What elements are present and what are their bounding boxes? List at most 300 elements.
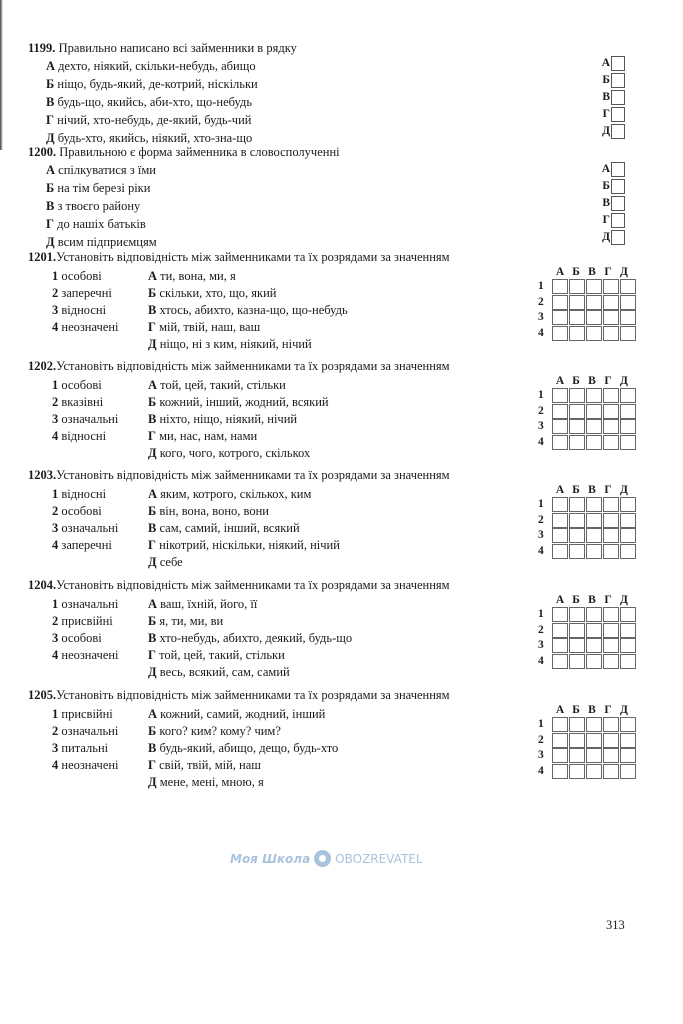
- grid-cell[interactable]: [603, 654, 619, 669]
- grid-cell[interactable]: [552, 748, 568, 763]
- grid-row: [538, 279, 637, 295]
- grid-row: [538, 388, 637, 404]
- task-title: [28, 249, 450, 265]
- task-number: 1202.: [28, 359, 57, 373]
- pronoun-text: ніщо, ні з ким, ніякий, нічий: [159, 337, 312, 351]
- pronoun-letter: В: [148, 303, 157, 317]
- pronoun-set-Б: [148, 285, 277, 301]
- grid-cell[interactable]: [569, 654, 585, 669]
- pronoun-letter: Г: [148, 320, 156, 334]
- grid-cell[interactable]: [620, 404, 636, 419]
- grid-cell[interactable]: [603, 764, 619, 779]
- grid-cell[interactable]: [552, 607, 568, 622]
- pronoun-text: він, вона, воно, вони: [159, 504, 269, 518]
- answer-option-Б[interactable]: [598, 72, 625, 89]
- option-letter: Д: [46, 131, 55, 145]
- category-text: означальні: [61, 724, 119, 738]
- grid-cell[interactable]: [552, 623, 568, 638]
- option-text: на тім березі ріки: [57, 181, 151, 195]
- pronoun-letter: А: [148, 707, 158, 721]
- grid-row-label: 4: [538, 435, 544, 448]
- category-4: [52, 757, 119, 773]
- option-letter: Б: [46, 77, 55, 91]
- grid-cell[interactable]: [603, 404, 619, 419]
- option-Д: [46, 234, 157, 250]
- option-letter: А: [46, 163, 56, 177]
- pronoun-set-А: [148, 596, 257, 612]
- grid-cell[interactable]: [552, 654, 568, 669]
- category-text: заперечні: [61, 286, 112, 300]
- answer-boxes-1199: [598, 55, 625, 140]
- category-number: 1: [52, 378, 59, 392]
- grid-header: [552, 483, 637, 497]
- grid-cell[interactable]: [603, 435, 619, 450]
- option-А: [46, 58, 256, 74]
- category-3: [52, 520, 118, 536]
- task-title: [28, 577, 450, 593]
- grid-cell[interactable]: [569, 607, 585, 622]
- grid-cell[interactable]: [586, 528, 602, 543]
- pronoun-text: мене, мені, мною, я: [159, 775, 264, 789]
- category-2: [52, 285, 112, 301]
- pronoun-letter: Б: [148, 614, 157, 628]
- grid-cell[interactable]: [552, 638, 568, 653]
- grid-column-label: В: [588, 484, 596, 496]
- grid-cell[interactable]: [569, 544, 585, 559]
- grid-cell[interactable]: [552, 435, 568, 450]
- pronoun-text: той, цей, такий, стільки: [160, 378, 286, 392]
- grid-cell[interactable]: [620, 607, 636, 622]
- grid-cell[interactable]: [603, 607, 619, 622]
- grid-row: [538, 326, 637, 342]
- grid-cell[interactable]: [569, 419, 585, 434]
- answer-letter: Г: [602, 108, 610, 120]
- grid-cell[interactable]: [586, 544, 602, 559]
- task-prompt: Правильною є форма займенника в словосполученні: [59, 145, 340, 159]
- grid-cell[interactable]: [603, 388, 619, 403]
- category-1: [52, 486, 106, 502]
- pronoun-set-В: [148, 740, 338, 756]
- grid-cell[interactable]: [603, 717, 619, 732]
- answer-option-Д[interactable]: [598, 123, 625, 140]
- answer-option-А[interactable]: [598, 55, 625, 72]
- grid-cell[interactable]: [569, 748, 585, 763]
- category-number: 1: [52, 707, 59, 721]
- pronoun-letter: В: [148, 741, 157, 755]
- category-4: [52, 537, 112, 553]
- answer-option-Б[interactable]: [598, 178, 625, 195]
- grid-row: [538, 404, 637, 420]
- grid-cell[interactable]: [586, 388, 602, 403]
- grid-column-label: Б: [572, 704, 580, 716]
- answer-grid: [538, 265, 637, 341]
- pronoun-text: кого? ким? кому? чим?: [159, 724, 281, 738]
- pronoun-text: яким, котрого, скількох, ким: [160, 487, 312, 501]
- grid-cell[interactable]: [569, 717, 585, 732]
- category-text: вказівні: [61, 395, 104, 409]
- grid-cell[interactable]: [603, 638, 619, 653]
- grid-column-label: Д: [620, 266, 628, 278]
- grid-row-label: 2: [538, 404, 544, 417]
- grid-cell[interactable]: [569, 497, 585, 512]
- grid-cell[interactable]: [586, 764, 602, 779]
- category-number: 4: [52, 320, 59, 334]
- grid-column-label: А: [555, 375, 565, 387]
- grid-row: [538, 638, 637, 654]
- grid-cell[interactable]: [620, 717, 636, 732]
- grid-cell[interactable]: [569, 513, 585, 528]
- category-text: особові: [61, 269, 102, 283]
- grid-cell[interactable]: [552, 388, 568, 403]
- category-1: [52, 268, 102, 284]
- grid-cell[interactable]: [586, 733, 602, 748]
- grid-cell[interactable]: [603, 528, 619, 543]
- answer-option-Г[interactable]: [598, 212, 625, 229]
- task-title: [28, 467, 450, 483]
- grid-cell[interactable]: [620, 326, 636, 341]
- category-number: 2: [52, 614, 59, 628]
- answer-option-Д[interactable]: [598, 229, 625, 246]
- task-number: 1199.: [28, 41, 56, 55]
- grid-cell[interactable]: [620, 733, 636, 748]
- grid-row-label: 1: [538, 280, 544, 293]
- grid-cell[interactable]: [552, 326, 568, 341]
- answer-letter: Д: [602, 231, 610, 243]
- pronoun-text: мій, твій, наш, ваш: [159, 320, 261, 334]
- category-number: 3: [52, 631, 59, 645]
- answer-letter: Д: [602, 125, 610, 137]
- category-text: відносні: [61, 487, 107, 501]
- category-4: [52, 647, 119, 663]
- grid-row: [538, 528, 637, 544]
- pronoun-text: кожний, інший, жодний, всякий: [159, 395, 329, 409]
- grid-cell[interactable]: [603, 279, 619, 294]
- pronoun-text: хтось, абихто, казна-що, що-небудь: [159, 303, 348, 317]
- grid-cell[interactable]: [569, 623, 585, 638]
- pronoun-letter: В: [148, 631, 157, 645]
- grid-cell[interactable]: [620, 528, 636, 543]
- pronoun-text: ніхто, ніщо, ніякий, нічий: [159, 412, 298, 426]
- grid-cell[interactable]: [552, 717, 568, 732]
- grid-cell[interactable]: [552, 513, 568, 528]
- pronoun-text: ти, вона, ми, я: [160, 269, 236, 283]
- grid-cell[interactable]: [586, 607, 602, 622]
- pronoun-set-Г: [148, 537, 340, 553]
- category-number: 2: [52, 286, 59, 300]
- pronoun-set-А: [148, 268, 236, 284]
- pronoun-letter: Б: [148, 286, 157, 300]
- grid-cell[interactable]: [620, 295, 636, 310]
- grid-cell[interactable]: [620, 513, 636, 528]
- category-text: відносні: [61, 429, 107, 443]
- grid-cell[interactable]: [569, 279, 585, 294]
- grid-cell[interactable]: [603, 326, 619, 341]
- grid-row: [538, 654, 637, 670]
- grid-cell[interactable]: [620, 544, 636, 559]
- category-3: [52, 302, 106, 318]
- answer-boxes-1200: [598, 161, 625, 246]
- task-number: 1204.: [28, 578, 57, 592]
- grid-column-label: А: [555, 704, 565, 716]
- grid-cell[interactable]: [620, 654, 636, 669]
- pronoun-letter: Б: [148, 504, 157, 518]
- pronoun-letter: А: [148, 597, 158, 611]
- grid-cell[interactable]: [603, 497, 619, 512]
- grid-row-label: 3: [538, 529, 544, 542]
- grid-column-label: В: [588, 266, 596, 278]
- answer-letter: А: [601, 57, 610, 69]
- grid-cell[interactable]: [552, 404, 568, 419]
- pronoun-letter: Д: [148, 337, 157, 351]
- grid-column-label: Д: [620, 484, 628, 496]
- pronoun-set-Б: [148, 503, 269, 519]
- grid-cell[interactable]: [569, 326, 585, 341]
- grid-cell[interactable]: [586, 513, 602, 528]
- pronoun-set-Б: [148, 613, 223, 629]
- option-letter: Г: [46, 217, 54, 231]
- grid-column-label: В: [588, 594, 596, 606]
- answer-letter: В: [602, 91, 610, 103]
- grid-column-label: Г: [604, 594, 612, 606]
- answer-option-В[interactable]: [598, 195, 625, 212]
- category-number: 3: [52, 521, 59, 535]
- option-letter: В: [46, 199, 55, 213]
- grid-row: [538, 623, 637, 639]
- pronoun-set-Д: [148, 336, 312, 352]
- answer-checkbox[interactable]: [611, 213, 625, 228]
- grid-row: [538, 513, 637, 529]
- grid-cell[interactable]: [569, 310, 585, 325]
- grid-cell[interactable]: [552, 528, 568, 543]
- pronoun-text: ми, нас, нам, нами: [159, 429, 258, 443]
- grid-column-label: Д: [620, 375, 628, 387]
- grid-cell[interactable]: [620, 435, 636, 450]
- task-prompt: Установіть відповідність між займенниками та їх розрядами за значенням: [56, 468, 450, 482]
- pronoun-text: ваш, їхній, його, її: [160, 597, 258, 611]
- option-Б: [46, 180, 150, 196]
- grid-row-label: 2: [538, 733, 544, 746]
- task-number: 1200.: [28, 145, 57, 159]
- category-text: особові: [61, 504, 102, 518]
- category-1: [52, 377, 102, 393]
- grid-column-label: А: [555, 594, 565, 606]
- answer-checkbox[interactable]: [611, 107, 625, 122]
- grid-header: [552, 593, 637, 607]
- grid-cell[interactable]: [552, 419, 568, 434]
- grid-cell[interactable]: [620, 623, 636, 638]
- grid-cell[interactable]: [586, 326, 602, 341]
- pronoun-set-Д: [148, 445, 310, 461]
- option-А: [46, 162, 156, 178]
- answer-checkbox[interactable]: [611, 162, 625, 177]
- grid-header: [552, 374, 637, 388]
- option-text: до нашіх батьків: [57, 217, 146, 231]
- grid-cell[interactable]: [620, 748, 636, 763]
- grid-row-label: 2: [538, 295, 544, 308]
- category-number: 3: [52, 741, 59, 755]
- grid-cell[interactable]: [552, 295, 568, 310]
- grid-cell[interactable]: [569, 388, 585, 403]
- answer-grid: [538, 374, 637, 450]
- pronoun-text: скільки, хто, що, який: [159, 286, 277, 300]
- pronoun-set-Г: [148, 428, 257, 444]
- grid-cell[interactable]: [603, 623, 619, 638]
- grid-cell[interactable]: [569, 764, 585, 779]
- pronoun-text: я, ти, ми, ви: [159, 614, 224, 628]
- answer-checkbox[interactable]: [611, 179, 625, 194]
- grid-cell[interactable]: [552, 279, 568, 294]
- grid-cell[interactable]: [586, 279, 602, 294]
- option-text: будь-що, якийсь, аби-хто, що-небудь: [57, 95, 253, 109]
- grid-cell[interactable]: [603, 748, 619, 763]
- task-number: 1203.: [28, 468, 57, 482]
- pronoun-text: той, цей, такий, стільки: [159, 648, 285, 662]
- grid-column-label: В: [588, 375, 596, 387]
- grid-cell[interactable]: [569, 404, 585, 419]
- grid-cell[interactable]: [586, 435, 602, 450]
- grid-row-label: 2: [538, 623, 544, 636]
- task-number: 1205.: [28, 688, 57, 702]
- grid-cell[interactable]: [603, 544, 619, 559]
- answer-checkbox[interactable]: [611, 230, 625, 245]
- answer-letter: Б: [602, 180, 610, 192]
- grid-cell[interactable]: [569, 733, 585, 748]
- grid-cell[interactable]: [552, 310, 568, 325]
- grid-row-label: 3: [538, 311, 544, 324]
- task-prompt: Правильно написано всі займенники в рядку: [58, 41, 297, 55]
- category-text: особові: [61, 378, 102, 392]
- grid-row: [538, 717, 637, 733]
- pronoun-letter: Б: [148, 395, 157, 409]
- category-3: [52, 740, 108, 756]
- grid-cell[interactable]: [586, 623, 602, 638]
- grid-cell[interactable]: [552, 764, 568, 779]
- grid-row-label: 1: [538, 389, 544, 402]
- category-1: [52, 596, 118, 612]
- grid-cell[interactable]: [603, 513, 619, 528]
- grid-cell[interactable]: [586, 419, 602, 434]
- grid-row: [538, 748, 637, 764]
- grid-cell[interactable]: [586, 404, 602, 419]
- grid-cell[interactable]: [620, 497, 636, 512]
- grid-cell[interactable]: [569, 295, 585, 310]
- pronoun-set-Б: [148, 723, 281, 739]
- grid-cell[interactable]: [586, 748, 602, 763]
- grid-cell[interactable]: [620, 419, 636, 434]
- category-number: 4: [52, 429, 59, 443]
- option-letter: А: [46, 59, 56, 73]
- grid-cell[interactable]: [552, 497, 568, 512]
- answer-grid: [538, 593, 637, 669]
- category-2: [52, 394, 103, 410]
- grid-cell[interactable]: [586, 638, 602, 653]
- grid-cell[interactable]: [603, 295, 619, 310]
- watermark-name: OBOZREVATEL: [335, 851, 423, 866]
- grid-cell[interactable]: [586, 654, 602, 669]
- grid-cell[interactable]: [569, 528, 585, 543]
- category-text: питальні: [61, 741, 109, 755]
- grid-cell[interactable]: [586, 717, 602, 732]
- grid-cell[interactable]: [603, 419, 619, 434]
- grid-cell[interactable]: [552, 733, 568, 748]
- grid-row-label: 1: [538, 608, 544, 621]
- option-text: спілкуватися з їми: [58, 163, 156, 177]
- category-number: 2: [52, 724, 59, 738]
- grid-cell[interactable]: [586, 295, 602, 310]
- answer-checkbox[interactable]: [611, 73, 625, 88]
- pronoun-set-А: [148, 377, 286, 393]
- category-text: особові: [61, 631, 102, 645]
- task-1199-title: [28, 40, 297, 56]
- grid-cell[interactable]: [603, 733, 619, 748]
- pronoun-set-А: [148, 486, 311, 502]
- option-text: всим підприємцям: [57, 235, 157, 249]
- category-text: неозначені: [61, 320, 119, 334]
- grid-cell[interactable]: [620, 310, 636, 325]
- grid-cell[interactable]: [586, 310, 602, 325]
- category-text: неозначені: [61, 758, 119, 772]
- pronoun-set-Г: [148, 757, 261, 773]
- grid-cell[interactable]: [569, 435, 585, 450]
- option-В: [46, 94, 252, 110]
- category-2: [52, 503, 102, 519]
- grid-cell[interactable]: [569, 638, 585, 653]
- category-number: 3: [52, 303, 59, 317]
- grid-cell[interactable]: [603, 310, 619, 325]
- grid-row-label: 4: [538, 544, 544, 557]
- grid-column-label: Б: [572, 484, 580, 496]
- answer-letter: А: [601, 163, 610, 175]
- answer-option-А[interactable]: [598, 161, 625, 178]
- answer-option-В[interactable]: [598, 89, 625, 106]
- pronoun-letter: Д: [148, 555, 157, 569]
- pronoun-text: свій, твій, мій, наш: [159, 758, 261, 772]
- option-Г: [46, 112, 251, 128]
- grid-row-label: 1: [538, 718, 544, 731]
- answer-checkbox[interactable]: [611, 124, 625, 139]
- category-text: відносні: [61, 303, 107, 317]
- pronoun-text: нікотрий, ніскільки, ніякий, нічий: [159, 538, 340, 552]
- pronoun-text: себе: [159, 555, 183, 569]
- grid-cell[interactable]: [620, 764, 636, 779]
- pronoun-text: сам, самий, інший, всякий: [159, 521, 300, 535]
- answer-checkbox[interactable]: [611, 56, 625, 71]
- category-2: [52, 723, 118, 739]
- grid-cell[interactable]: [586, 497, 602, 512]
- answer-option-Г[interactable]: [598, 106, 625, 123]
- watermark-brand: Моя Школа: [230, 851, 311, 866]
- task-title: [28, 358, 450, 374]
- category-4: [52, 319, 119, 335]
- grid-column-label: Г: [604, 484, 612, 496]
- pronoun-letter: Д: [148, 665, 157, 679]
- answer-checkbox[interactable]: [611, 90, 625, 105]
- category-number: 4: [52, 758, 59, 772]
- pronoun-set-В: [148, 302, 348, 318]
- grid-cell[interactable]: [620, 638, 636, 653]
- grid-cell[interactable]: [552, 544, 568, 559]
- grid-row: [538, 497, 637, 513]
- category-number: 1: [52, 487, 59, 501]
- answer-grid: [538, 703, 637, 779]
- grid-cell[interactable]: [620, 388, 636, 403]
- category-text: заперечні: [61, 538, 112, 552]
- grid-header: [552, 265, 637, 279]
- grid-cell[interactable]: [620, 279, 636, 294]
- option-В: [46, 198, 140, 214]
- answer-checkbox[interactable]: [611, 196, 625, 211]
- option-text: будь-хто, якийсь, ніякий, хто-зна-що: [57, 131, 253, 145]
